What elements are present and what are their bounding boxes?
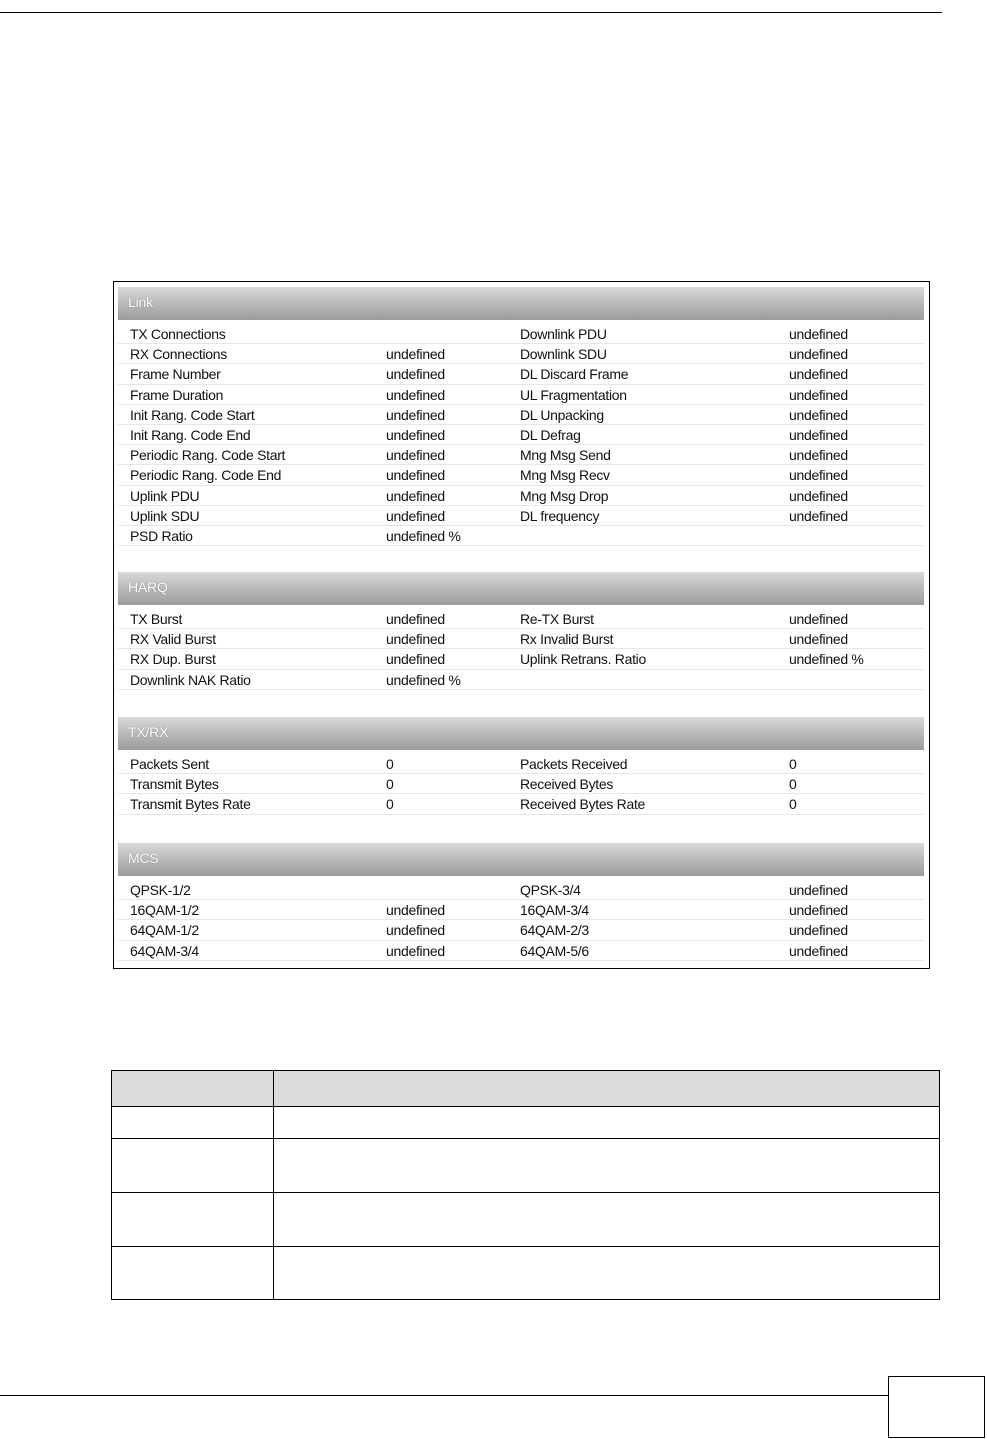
field-label: DL Unpacking [520, 406, 604, 423]
field-label [520, 670, 789, 689]
status-row [118, 920, 924, 940]
harq-rows [118, 609, 924, 690]
field-value: undefined [789, 611, 848, 627]
field-value: undefined [386, 942, 445, 959]
status-row [118, 445, 924, 465]
table-header-row [112, 1071, 940, 1107]
section-header: HARQ [118, 572, 924, 605]
field-value: undefined [386, 346, 445, 363]
field-label: Received Bytes Rate [520, 796, 646, 813]
field-label: Uplink SDU [130, 507, 200, 524]
field-value: undefined [789, 406, 848, 423]
link-section [118, 287, 924, 546]
field-label: 64QAM-5/6 [520, 942, 589, 959]
table-row [112, 1247, 940, 1300]
field-value: undefined [789, 346, 848, 363]
page-number-box [888, 1376, 985, 1438]
link-rows [118, 324, 924, 546]
field-label: PSD Ratio [130, 527, 193, 544]
field-value [386, 880, 520, 899]
field-label: RX Connections [130, 346, 227, 363]
field-value [386, 324, 520, 343]
field-label: Packets Received [520, 756, 628, 772]
table-cell [274, 1247, 940, 1300]
field-label: 64QAM-2/3 [520, 922, 589, 939]
status-row [118, 465, 924, 485]
field-value: undefined [386, 406, 445, 423]
field-value: undefined [386, 386, 445, 403]
harq-section [118, 572, 924, 690]
field-label: Re-TX Burst [520, 611, 594, 627]
field-label: 64QAM-1/2 [130, 922, 199, 939]
field-label: Received Bytes [520, 776, 614, 793]
field-label: Periodic Rang. Code Start [130, 447, 286, 464]
field-label: QPSK-1/2 [130, 882, 191, 898]
status-row [118, 629, 924, 649]
field-label: Mng Msg Recv [520, 467, 610, 484]
field-label: Init Rang. Code Start [130, 406, 255, 423]
field-value: undefined [386, 902, 445, 919]
status-row [118, 754, 924, 774]
field-value [789, 670, 909, 689]
field-label: RX Dup. Burst [130, 651, 216, 668]
field-value: undefined [386, 631, 445, 648]
status-row [118, 405, 924, 425]
txrx-section [118, 717, 924, 815]
field-label: UL Fragmentation [520, 386, 627, 403]
field-value: undefined [789, 902, 848, 919]
field-value: 0 [789, 796, 797, 813]
status-row [118, 794, 924, 814]
field-value: undefined [789, 882, 848, 898]
status-row [118, 385, 924, 405]
field-value: 0 [789, 756, 797, 772]
field-value: undefined [789, 922, 848, 939]
mcs-section [118, 843, 924, 961]
field-label: Frame Duration [130, 386, 224, 403]
field-label: QPSK-3/4 [520, 882, 581, 898]
field-value: undefined [386, 366, 445, 383]
table-cell [274, 1107, 940, 1139]
table-cell [274, 1139, 940, 1193]
status-row [118, 941, 924, 961]
top-rule [0, 12, 942, 13]
table-row [112, 1193, 940, 1247]
field-value: undefined [386, 651, 445, 668]
field-value: undefined [789, 942, 848, 959]
field-value: undefined [789, 366, 848, 383]
section-header: MCS [118, 843, 924, 876]
field-value: undefined [386, 426, 445, 443]
field-label: Uplink PDU [130, 487, 200, 504]
field-value: undefined [789, 386, 848, 403]
field-value: undefined [386, 611, 445, 627]
field-label: Periodic Rang. Code End [130, 467, 282, 484]
field-value: undefined [789, 467, 848, 484]
field-label: TX Connections [130, 326, 226, 342]
field-label: Packets Sent [130, 756, 209, 772]
table-cell [112, 1247, 274, 1300]
field-label: Downlink PDU [520, 326, 607, 342]
table-cell [112, 1107, 274, 1139]
status-row [118, 609, 924, 629]
field-value: undefined % [789, 651, 864, 668]
field-label: Rx Invalid Burst [520, 631, 614, 648]
field-label: Uplink Retrans. Ratio [520, 651, 646, 668]
field-label: DL Defrag [520, 426, 581, 443]
table-row [112, 1139, 940, 1193]
table-header-cell [112, 1071, 274, 1107]
footer-rule [0, 1395, 888, 1396]
field-label: Init Rang. Code End [130, 426, 251, 443]
status-row [118, 649, 924, 669]
section-header: TX/RX [118, 717, 924, 750]
field-value: undefined [386, 467, 445, 484]
field-value: undefined [386, 487, 445, 504]
field-value: 0 [386, 756, 394, 772]
field-value: undefined [789, 631, 848, 648]
status-row [118, 506, 924, 526]
status-row [118, 774, 924, 794]
status-row [118, 670, 924, 690]
field-value: undefined [386, 447, 445, 464]
field-value: undefined [789, 326, 848, 342]
table-row [112, 1107, 940, 1139]
field-description-table [111, 1070, 940, 1300]
field-label: 64QAM-3/4 [130, 942, 199, 959]
status-row [118, 324, 924, 344]
table-header-cell [274, 1071, 940, 1107]
field-value [789, 526, 909, 545]
field-value: 0 [789, 776, 797, 793]
field-label: Transmit Bytes Rate [130, 796, 251, 813]
status-row [118, 880, 924, 900]
field-label: 16QAM-1/2 [130, 902, 199, 919]
status-row [118, 526, 924, 546]
field-label: Mng Msg Drop [520, 487, 609, 504]
table-cell [274, 1193, 940, 1247]
field-value: undefined [789, 426, 848, 443]
mcs-rows [118, 880, 924, 961]
wimax-status-screenshot [113, 281, 930, 969]
field-label: RX Valid Burst [130, 631, 216, 648]
field-value: undefined [386, 507, 445, 524]
field-value: 0 [386, 776, 394, 793]
txrx-rows [118, 754, 924, 815]
field-value: undefined [789, 487, 848, 504]
field-label [520, 526, 789, 545]
field-label: 16QAM-3/4 [520, 902, 589, 919]
field-value: undefined [789, 507, 848, 524]
table-cell [112, 1139, 274, 1193]
status-row [118, 344, 924, 364]
field-value: undefined [386, 922, 445, 939]
field-label: Downlink SDU [520, 346, 607, 363]
field-value: 0 [386, 796, 394, 813]
status-row [118, 900, 924, 920]
section-header: Link [118, 287, 924, 320]
field-label: DL Discard Frame [520, 366, 629, 383]
status-row [118, 364, 924, 384]
field-label: Frame Number [130, 366, 221, 383]
status-row [118, 425, 924, 445]
field-label: Transmit Bytes [130, 776, 219, 793]
field-label: Downlink NAK Ratio [130, 671, 251, 688]
status-row [118, 486, 924, 506]
field-value: undefined % [386, 527, 461, 544]
field-label: DL frequency [520, 507, 600, 524]
field-value: undefined % [386, 671, 461, 688]
field-label: TX Burst [130, 611, 183, 627]
field-value: undefined [789, 447, 848, 464]
table-cell [112, 1193, 274, 1247]
field-label: Mng Msg Send [520, 447, 611, 464]
